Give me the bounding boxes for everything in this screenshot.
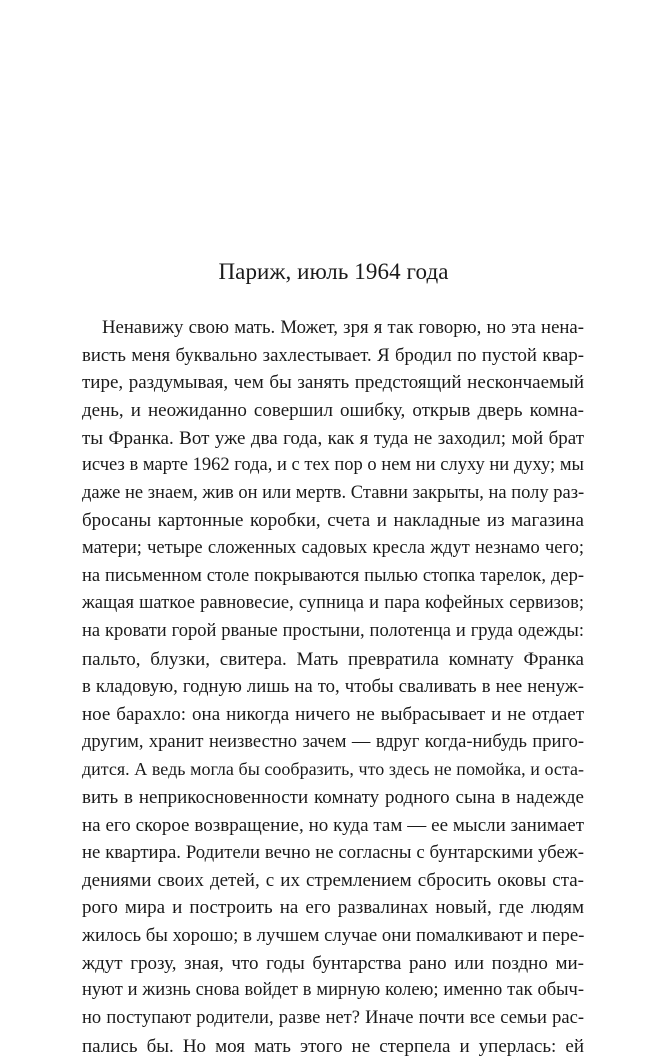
text-line: дениями своих детей, с их стремлением сбросить оковы ста- — [82, 869, 584, 891]
text-line: ты Франка. Вот уже два года, как я туда не заходил; мой брат — [82, 427, 584, 449]
text-line: на письменном столе покрываются пылью стопка тарелок, дер- — [82, 565, 584, 586]
text-line: пальто, блузки, свитера. Мать превратила комнату Франка — [82, 648, 584, 670]
text-line: на кровати горой рваные простыни, полотенца и груда одежды: — [82, 621, 584, 642]
text-line: ждут грозу, зная, что годы бунтарства рано или поздно ми- — [82, 952, 584, 974]
text-line: не квартира. Родители вечно не согласны с бунтарскими убеж- — [82, 842, 584, 864]
text-line: пались бы. Но моя мать этого не стерпела и уперлась: ей — [82, 1035, 584, 1057]
text-line: матери; четыре сложенных садовых кресла ждут незнамо чего; — [82, 538, 584, 559]
text-line: день, и неожиданно совершил ошибку, открыв дверь комна- — [82, 399, 584, 421]
text-line: нуют и жизнь снова войдет в мирную колею; именно так обыч- — [82, 980, 584, 1001]
text-line: жилось бы хорошо; в лучшем случае они помалкивают и пере- — [82, 925, 585, 947]
text-line: ное барахло: она никогда ничего не выбрасывает и не отдает — [82, 703, 584, 725]
body-paragraph — [82, 314, 584, 1060]
text-line: Ненавижу свою мать. Может, зря я так говорю, но эта нена- — [102, 317, 584, 338]
text-line: в кладовую, годную лишь на то, чтобы сваливать в нее ненуж- — [82, 676, 584, 698]
chapter-title: Париж, июль 1964 года — [218, 259, 449, 284]
text-line: жащая шаткое равновесие, супница и пара кофейных сервизов; — [82, 593, 584, 614]
text-line: дится. А ведь могла бы сообразить, что здесь не помойка, и оста- — [82, 759, 584, 780]
text-line: исчез в марте 1962 года, и с тех пор о нем ни слуху ни духу; мы — [82, 455, 584, 476]
text-line: рого мира и построить на его развалинах новый, где людям — [82, 897, 584, 919]
text-line: висть меня буквально захлестывает. Я бродил по пустой квар- — [82, 344, 584, 366]
text-line: вить в неприкосновенности комнату родного сына в надежде — [82, 786, 584, 808]
text-line: тире, раздумывая, чем бы занять предстоящий нескончаемый — [82, 372, 584, 394]
text-line: но поступают родители, разве нет? Иначе почти все семьи рас- — [82, 1008, 584, 1029]
text-line: другим, хранит неизвестно зачем — вдруг когда-нибудь приго- — [82, 731, 584, 752]
text-line: на его скорое возвращение, но куда там — ее мысли занимает — [82, 814, 584, 836]
text-line: бросаны картонные коробки, счета и накладные из магазина — [82, 510, 584, 532]
text-line: даже не знаем, жив он или мертв. Ставни закрыты, на полу раз- — [82, 482, 585, 503]
